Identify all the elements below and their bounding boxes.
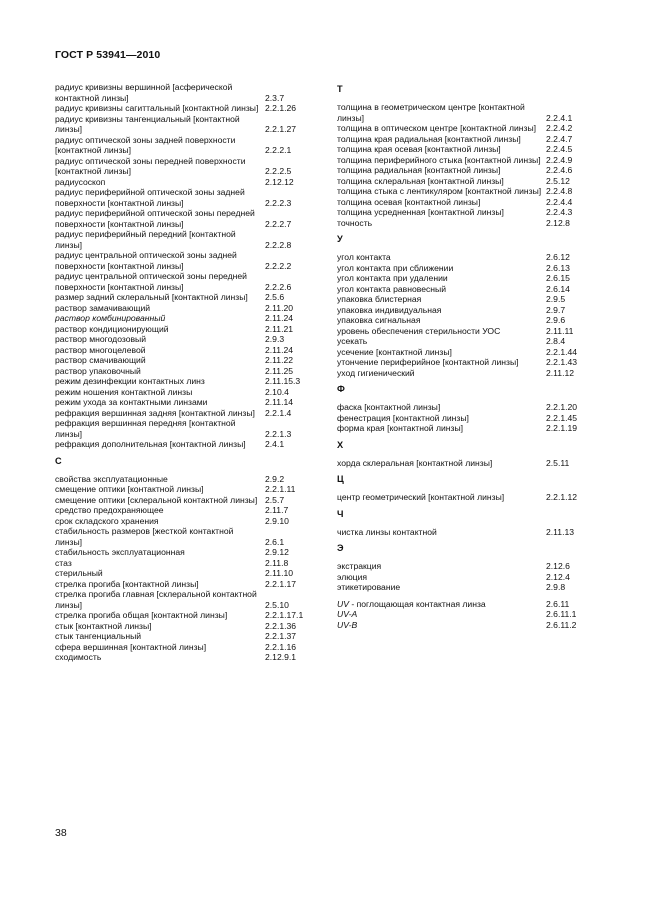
index-term: фенестрация [контактной линзы]: [337, 412, 469, 423]
index-term: толщина в геометрическом центре [контактной линзы]: [337, 102, 525, 123]
index-term: уровень обеспечения стерильности УОС: [337, 325, 501, 336]
index-code: 2.2.1.3: [265, 428, 292, 439]
index-code: 2.5.7: [265, 494, 285, 505]
index-code: 2.9.3: [265, 334, 285, 344]
index-code: 2.2.4.1: [546, 112, 573, 123]
index-code: 2.11.24: [265, 313, 294, 323]
index-letter-heading: Ф: [337, 384, 345, 394]
index-term: радиус оптической зоны передней поверхности [контактной линзы]: [55, 155, 246, 176]
index-term: рефракция вершинная задняя [контактной линзы]: [55, 407, 255, 418]
index-code: 2.2.4.7: [546, 133, 573, 144]
index-code: 2.11.25: [265, 365, 294, 376]
index-term: смещение оптики [склеральной контактной линзы]: [55, 494, 258, 505]
index-code: 2.9.12: [265, 547, 289, 557]
index-term: радиус периферийной оптической зоны передней поверхности [контактной линзы]: [55, 208, 255, 229]
index-entry: [337, 347, 593, 358]
page-header: ГОСТ Р 53941—2010: [55, 49, 161, 61]
index-entry: [55, 114, 325, 135]
index-entry: [337, 572, 593, 583]
index-term: радиус периферийной оптической зоны задней поверхности [контактной линзы]: [55, 187, 245, 208]
index-code: 2.2.1.16: [265, 641, 297, 652]
index-code: 2.2.1.37: [265, 631, 297, 641]
index-entry: [55, 208, 325, 229]
index-term: радиус кривизны вершинной [асферической контактной линзы]: [55, 82, 233, 103]
index-term: угол контакта: [337, 252, 391, 262]
page-number: 38: [55, 827, 67, 839]
index-entry: [337, 357, 593, 368]
index-term: упаковка блистерная: [337, 294, 422, 304]
index-code: 2.12.4: [546, 571, 570, 582]
index-entry: [55, 345, 325, 356]
index-entry: [337, 186, 593, 197]
index-entry: [337, 252, 593, 263]
index-term: режим дезинфекции контактных линз: [55, 376, 205, 386]
index-term: радиус кривизны сагиттальный [контактной линзы]: [55, 103, 259, 113]
index-term: UV-A: [337, 609, 358, 619]
index-entry: [55, 355, 325, 366]
index-term: раствор смачивающий: [55, 355, 146, 365]
index-term: стаз: [55, 557, 72, 568]
index-term: элюция: [337, 571, 368, 582]
index-term: толщина края осевая [контактной линзы]: [337, 144, 501, 154]
index-term: радиус периферийный передний [контактной линзы]: [55, 229, 236, 250]
index-term: радиус центральной оптической зоны задней поверхности [контактной линзы]: [55, 250, 237, 271]
index-code: 2.2.4.3: [546, 207, 573, 217]
index-code: 2.2.1.20: [546, 402, 578, 412]
index-term: угол контакта равновесный: [337, 283, 447, 294]
index-term: толщина склеральная [контактной линзы]: [337, 175, 504, 186]
index-code: 2.2.1.45: [546, 412, 578, 423]
index-entry: [55, 177, 325, 188]
index-entry: [337, 218, 593, 229]
index-entry: [55, 526, 325, 547]
index-entry: [55, 303, 325, 314]
index-term: стабильность размеров [жесткой контактной линзы]: [55, 526, 234, 547]
index-term: упаковка индивидуальная: [337, 304, 442, 315]
index-term: стерильный: [55, 568, 103, 578]
index-term: толщина в оптическом центре [контактной линзы]: [337, 123, 537, 133]
index-term: фаска [контактной линзы]: [337, 402, 441, 412]
index-entry: [337, 336, 593, 347]
index-code: 2.11.10: [265, 568, 294, 578]
index-entry: [337, 284, 593, 295]
index-term: сфера вершинная [контактной линзы]: [55, 641, 207, 652]
index-term: утончение периферийное [контактной линзы]: [337, 357, 519, 367]
index-entry: [337, 582, 593, 593]
index-entry: [55, 135, 325, 156]
index-code: 2.8.4: [546, 336, 566, 346]
index-entry: [55, 387, 325, 398]
index-term: раствор замачивающий: [55, 302, 151, 313]
index-entry: [337, 263, 593, 274]
index-code: 2.2.1.17: [265, 578, 297, 589]
index-column-left: [55, 82, 325, 663]
index-entry: [55, 652, 325, 663]
index-term: усекать: [337, 336, 368, 346]
index-term: толщина усредненная [контактной линзы]: [337, 207, 504, 217]
index-code: 2.3.7: [265, 92, 285, 103]
index-code: 2.2.1.17.1: [265, 610, 304, 620]
index-term: радиусоскоп: [55, 176, 106, 187]
index-code: 2.11.11: [546, 325, 574, 336]
index-term: сходимость: [55, 652, 102, 662]
index-code: 2.11.7: [265, 505, 289, 515]
index-letter-heading: Ч: [337, 508, 344, 519]
index-code: 2.2.4.2: [546, 123, 573, 133]
index-entry: [337, 458, 593, 469]
index-code: 2.11.8: [265, 557, 289, 568]
index-entry: [55, 642, 325, 653]
index-term: раствор кондиционирующий: [55, 323, 169, 334]
index-code: 2.2.4.4: [546, 196, 573, 207]
index-term: толщина периферийного стыка [контактной линзы]: [337, 154, 541, 165]
index-code: 2.2.1.43: [546, 357, 578, 367]
index-code: 2.12.9.1: [265, 652, 297, 662]
index-term: рефракция дополнительная [контактной линзы]: [55, 439, 246, 449]
index-term: режим ухода за контактными линзами: [55, 397, 208, 407]
index-code: 2.5.6: [265, 292, 285, 302]
index-code: 2.2.2.8: [265, 239, 292, 250]
index-term: стык тангенциальный: [55, 631, 142, 641]
index-term: угол контакта при сближении: [337, 262, 454, 273]
index-code: 2.6.15: [546, 273, 570, 283]
index-entry: [337, 620, 593, 631]
index-entry: [337, 368, 593, 379]
index-entry: [337, 144, 593, 155]
index-code: 2.11.21: [265, 323, 294, 334]
index-term: толщина края радиальная [контактной линзы]: [337, 133, 521, 144]
index-term: радиус центральной оптической зоны передней поверхности [контактной линзы]: [55, 271, 247, 292]
index-code: 2.2.1.19: [546, 423, 578, 433]
index-entry: [337, 527, 593, 538]
index-term: толщина стыка с лентикуляром [контактной линзы]: [337, 186, 542, 196]
index-term: раствор комбинированный: [55, 313, 166, 323]
index-code: 2.2.4.9: [546, 154, 573, 165]
index-entry: [55, 484, 325, 495]
index-entry: [55, 589, 325, 610]
index-letter-heading: Э: [337, 543, 344, 553]
index-term: стрелка прогиба общая [контактной линзы]: [55, 610, 228, 620]
index-code: 2.6.14: [546, 283, 570, 294]
index-code: 2.2.2.7: [265, 218, 292, 229]
index-term: рефракция вершинная передняя [контактной линзы]: [55, 418, 236, 439]
index-letter-heading: У: [337, 234, 343, 244]
index-code: 2.5.10: [265, 599, 289, 610]
index-entry: [55, 271, 325, 292]
index-entry: [337, 599, 593, 610]
index-entry: [55, 103, 325, 114]
index-term: радиус оптической зоны задней поверхности [контактной линзы]: [55, 134, 236, 155]
index-term: уход гигиенический: [337, 367, 415, 378]
index-entry: [55, 631, 325, 642]
index-code: 2.2.1.12: [546, 492, 578, 502]
index-term: хорда склеральная [контактной линзы]: [337, 457, 493, 468]
index-term: центр геометрический [контактной линзы]: [337, 492, 505, 502]
index-entry: [337, 413, 593, 424]
index-code: 2.2.2.2: [265, 260, 292, 271]
index-letter-heading: Х: [337, 439, 344, 450]
index-entry: [337, 155, 593, 166]
index-letter-heading: Ц: [337, 474, 344, 484]
index-term: стабильность эксплуатационная: [55, 547, 185, 557]
index-entry: [55, 313, 325, 324]
index-code: 2.12.8: [546, 217, 570, 228]
index-entry: [337, 123, 593, 134]
index-code: 2.11.24: [265, 344, 294, 355]
index-code: 2.4.1: [265, 439, 285, 449]
index-entry: [55, 505, 325, 516]
index-entry: [55, 82, 325, 103]
index-entry: [55, 439, 325, 450]
index-entry: [55, 397, 325, 408]
index-code: 2.2.4.6: [546, 165, 573, 175]
index-code: 2.6.11.1: [546, 609, 577, 619]
index-entry: [337, 207, 593, 218]
index-code: 2.11.22: [265, 355, 294, 365]
index-entry: [337, 134, 593, 145]
index-term: раствор многодозовый: [55, 334, 147, 344]
index-entry: [337, 102, 593, 123]
index-term: раствор упаковочный: [55, 365, 141, 376]
index-entry: [337, 165, 593, 176]
index-entry: [55, 408, 325, 419]
index-entry: [55, 621, 325, 632]
index-code: 2.5.12: [546, 175, 570, 186]
index-code: 2.9.6: [546, 315, 566, 325]
index-code: 2.2.4.5: [546, 144, 573, 154]
index-code: 2.6.11.2: [546, 619, 577, 630]
index-entry: [55, 156, 325, 177]
index-code: 2.11.12: [546, 367, 575, 378]
index-entry: [55, 579, 325, 590]
index-code: 2.6.11: [546, 598, 570, 609]
index-entry: [55, 324, 325, 335]
index-entry: [55, 334, 325, 345]
index-term: стрелка прогиба главная [склеральной контактной линзы]: [55, 589, 257, 610]
index-entry: [337, 294, 593, 305]
index-code: 2.2.2.6: [265, 281, 292, 292]
index-entry: [337, 273, 593, 284]
index-code: 2.10.4: [265, 386, 289, 397]
index-entry: [55, 418, 325, 439]
index-entry: [55, 376, 325, 387]
index-term: толщина радиальная [контактной линзы]: [337, 165, 501, 175]
index-term: раствор многоцелевой: [55, 344, 146, 355]
index-entry: [55, 610, 325, 621]
index-entry: [337, 197, 593, 208]
index-term: толщина осевая [контактной линзы]: [337, 196, 481, 207]
index-entry: [337, 315, 593, 326]
index-code: 2.11.20: [265, 302, 294, 313]
index-code: 2.2.1.11: [265, 484, 296, 494]
index-code: 2.11.14: [265, 397, 294, 407]
index-code: 2.6.1: [265, 536, 285, 547]
index-term: стрелка прогиба [контактной линзы]: [55, 578, 199, 589]
index-term: смещение оптики [контактной линзы]: [55, 484, 204, 494]
index-code: 2.2.1.44: [546, 346, 578, 357]
index-code: 2.9.5: [546, 294, 566, 304]
index-entry: [55, 366, 325, 377]
index-entry: [337, 609, 593, 620]
index-code: 2.2.2.3: [265, 197, 292, 208]
index-entry: [55, 474, 325, 485]
index-column-right: [337, 82, 593, 630]
index-code: 2.11.13: [546, 526, 575, 537]
index-term: угол контакта при удалении: [337, 273, 448, 283]
index-entry: [55, 229, 325, 250]
index-code: 2.5.11: [546, 457, 570, 468]
index-term: точность: [337, 217, 373, 228]
index-code: 2.2.2.1: [265, 145, 292, 155]
index-term: форма края [контактной линзы]: [337, 423, 464, 433]
index-term: средство предохраняющее: [55, 505, 164, 515]
index-letter-heading: С: [55, 455, 62, 466]
index-letter-heading: Т: [337, 84, 343, 94]
index-entry: [55, 292, 325, 303]
index-code: 2.2.1.27: [265, 124, 297, 134]
index-entry: [55, 250, 325, 271]
index-code: 2.6.12: [546, 252, 570, 262]
index-term: усечение [контактной линзы]: [337, 346, 452, 357]
index-entry: [337, 492, 593, 503]
index-code: 2.2.1.4: [265, 407, 292, 418]
index-entry: [337, 402, 593, 413]
index-term: чистка линзы контактной: [337, 526, 437, 537]
index-term: UV - поглощающая контактная линза: [337, 598, 486, 609]
index-term: срок складского хранения: [55, 515, 159, 526]
index-term: экстракция: [337, 561, 382, 571]
index-code: 2.9.8: [546, 582, 566, 592]
index-code: 2.9.2: [265, 473, 285, 484]
index-code: 2.12.6: [546, 561, 570, 571]
index-code: 2.2.1.26: [265, 103, 297, 113]
index-term: свойства эксплуатационные: [55, 473, 168, 484]
index-entry: [55, 558, 325, 569]
index-code: 2.9.7: [546, 304, 566, 315]
index-term: стык [контактной линзы]: [55, 620, 152, 631]
index-term: этикетирование: [337, 582, 401, 592]
index-code: 2.2.1.36: [265, 620, 297, 631]
index-term: UV-B: [337, 619, 358, 630]
index-code: 2.2.4.8: [546, 186, 573, 196]
index-entry: [55, 516, 325, 527]
index-entry: [55, 495, 325, 506]
index-code: 2.2.2.5: [265, 166, 292, 176]
index-term: размер задний склеральный [контактной линзы]: [55, 292, 248, 302]
index-term: радиус кривизны тангенциальный [контактной линзы]: [55, 113, 240, 134]
index-entry: [55, 568, 325, 579]
index-code: 2.6.13: [546, 262, 570, 273]
index-code: 2.12.12: [265, 176, 294, 187]
index-entry: [337, 305, 593, 316]
index-code: 2.9.10: [265, 515, 289, 526]
index-entry: [337, 561, 593, 572]
index-entry: [337, 423, 593, 434]
index-entry: [55, 547, 325, 558]
index-entry: [55, 187, 325, 208]
index-entry: [337, 176, 593, 187]
index-entry: [337, 326, 593, 337]
index-code: 2.11.15.3: [265, 376, 301, 386]
index-term: упаковка сигнальная: [337, 315, 421, 325]
index-term: режим ношения контактной линзы: [55, 386, 193, 397]
